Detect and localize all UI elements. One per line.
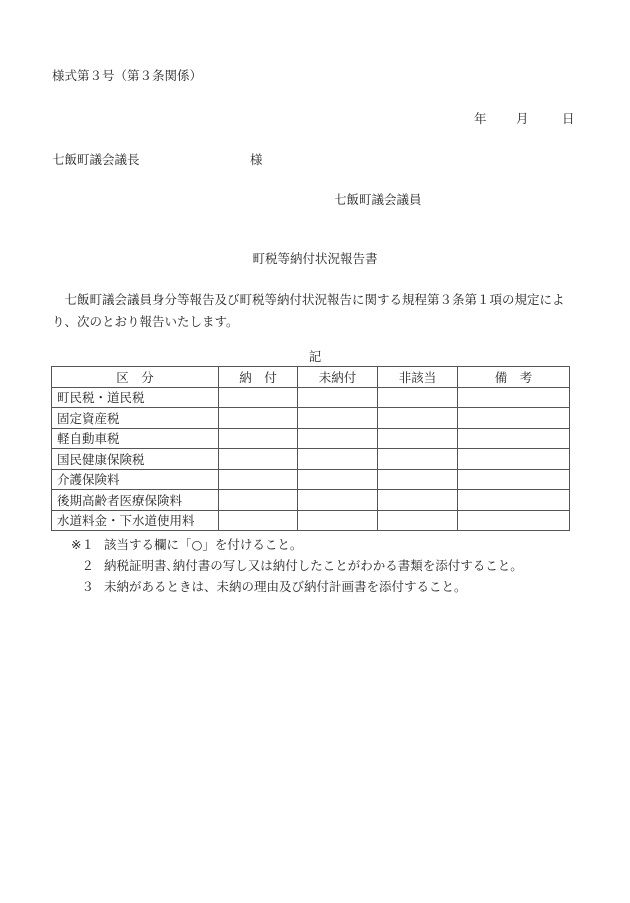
cell-remarks[interactable] [458, 510, 570, 531]
date-day: 日 [562, 111, 575, 126]
cell-remarks[interactable] [458, 449, 570, 470]
form-number: 様式第３号（第３条関係） [52, 68, 203, 83]
table-row [52, 408, 570, 429]
cell-remarks[interactable] [458, 408, 570, 429]
notes [64, 534, 523, 597]
cell-not-applicable[interactable] [378, 510, 458, 531]
row-category: 国民健康保険税 [52, 449, 219, 470]
table-row [52, 387, 570, 408]
cell-not-applicable[interactable] [378, 387, 458, 408]
date-line [474, 109, 575, 127]
date-year: 年 [474, 111, 487, 126]
cell-remarks[interactable] [458, 469, 570, 490]
cell-not-applicable[interactable] [378, 408, 458, 429]
cell-not-applicable[interactable] [378, 490, 458, 511]
date-month: 月 [516, 111, 529, 126]
cell-paid[interactable] [219, 469, 298, 490]
table-row [52, 449, 570, 470]
report-table [51, 366, 570, 531]
table-header-row [52, 367, 570, 388]
note-number: ３ [81, 579, 94, 594]
document-title: 町税等納付状況報告書 [252, 251, 378, 266]
cell-not-applicable[interactable] [378, 469, 458, 490]
note-text: 該当する欄に「○」を付けること。 [104, 537, 303, 552]
cell-paid[interactable] [219, 387, 298, 408]
note-text: 未納があるときは、未納の理由及び納付計画書を添付すること。 [104, 579, 467, 594]
cell-paid[interactable] [219, 510, 298, 531]
table-row [52, 490, 570, 511]
note-number: ２ [81, 558, 94, 573]
addressee: 七飯町議会議長 [52, 152, 140, 167]
ki-heading: 記 [308, 349, 322, 364]
note-text: 納税証明書､納付書の写し又は納付したことがわかる書類を添付すること。 [104, 558, 523, 573]
row-category: 介護保険料 [52, 469, 219, 490]
cell-not-applicable[interactable] [378, 428, 458, 449]
header-remarks: 備 考 [458, 367, 570, 388]
cell-unpaid[interactable] [298, 490, 378, 511]
header-not-applicable: 非該当 [378, 367, 458, 388]
cell-unpaid[interactable] [298, 449, 378, 470]
cell-unpaid[interactable] [298, 408, 378, 429]
cell-unpaid[interactable] [298, 387, 378, 408]
note-item [64, 555, 523, 576]
table-row [52, 469, 570, 490]
header-category: 区 分 [52, 367, 219, 388]
note-item [64, 534, 523, 555]
row-category: 固定資産税 [52, 408, 219, 429]
row-category: 水道料金・下水道使用料 [52, 510, 219, 531]
row-category: 軽自動車税 [52, 428, 219, 449]
note-item [64, 576, 523, 597]
cell-unpaid[interactable] [298, 469, 378, 490]
body-paragraph: 七飯町議会議員身分等報告及び町税等納付状況報告に関する規程第３条第１項の規定により、次のとおり報告いたします。 [52, 292, 565, 329]
cell-remarks[interactable] [458, 490, 570, 511]
cell-remarks[interactable] [458, 428, 570, 449]
cell-paid[interactable] [219, 449, 298, 470]
cell-paid[interactable] [219, 428, 298, 449]
row-category: 後期高齢者医療保険料 [52, 490, 219, 511]
table-body [52, 387, 570, 531]
table-row [52, 428, 570, 449]
cell-unpaid[interactable] [298, 510, 378, 531]
cell-paid[interactable] [219, 408, 298, 429]
cell-paid[interactable] [219, 490, 298, 511]
cell-unpaid[interactable] [298, 428, 378, 449]
header-unpaid: 未納付 [298, 367, 378, 388]
header-paid: 納 付 [219, 367, 298, 388]
cell-remarks[interactable] [458, 387, 570, 408]
cell-not-applicable[interactable] [378, 449, 458, 470]
row-category: 町民税・道民税 [52, 387, 219, 408]
reporter: 七飯町議会議員 [334, 192, 422, 207]
table-row [52, 510, 570, 531]
note-number: ※１ [71, 537, 94, 552]
honorific: 様 [250, 152, 263, 167]
